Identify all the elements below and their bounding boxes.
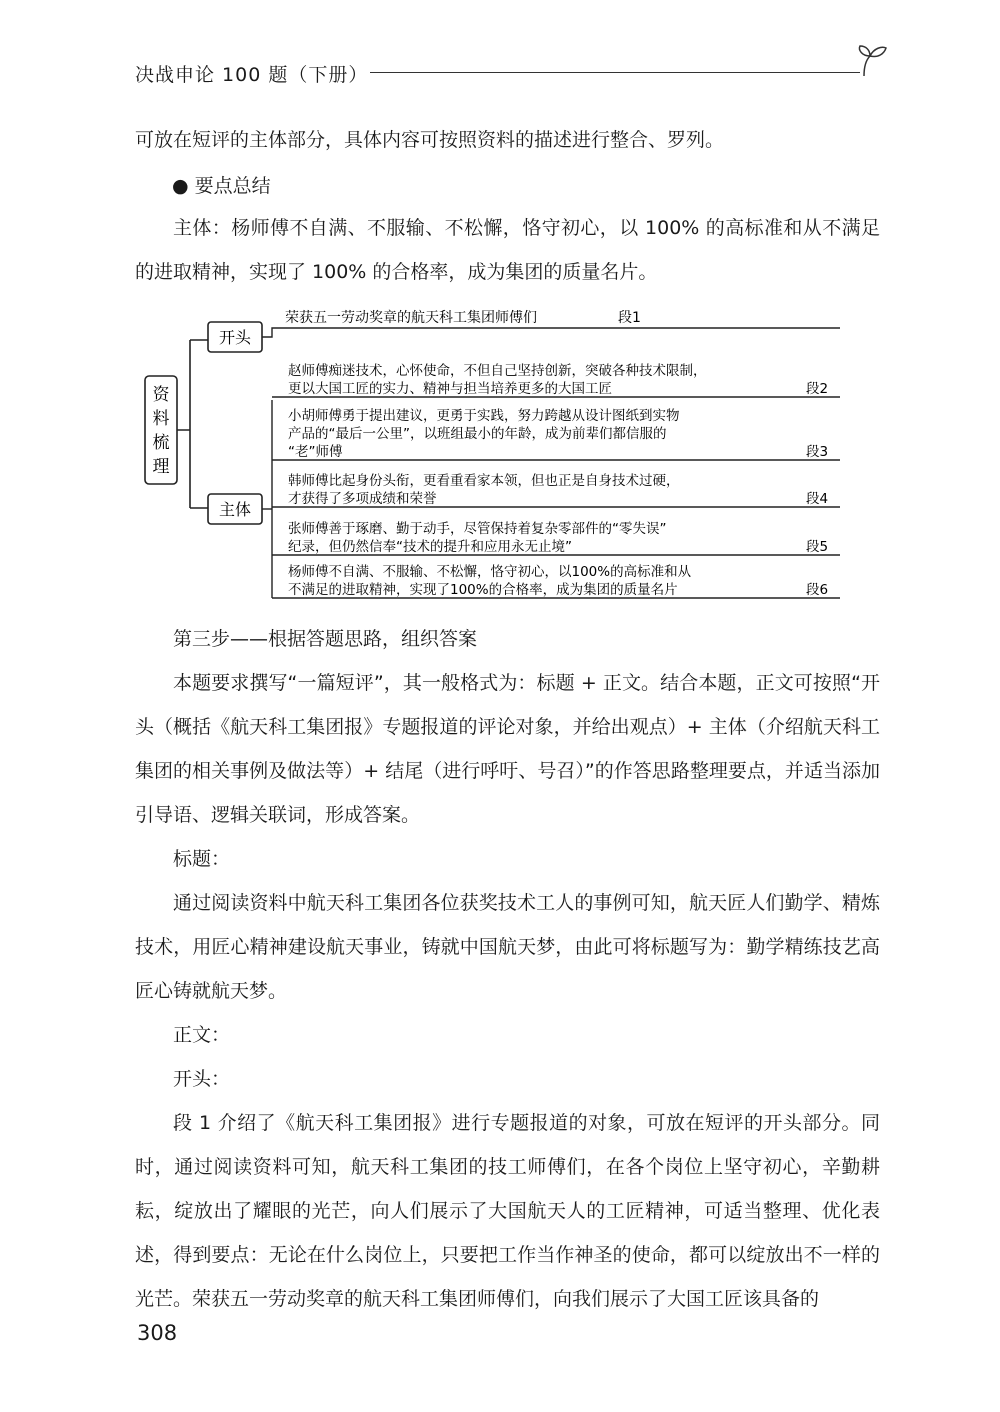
body-item-text: 张师傅善于琢磨、勤于动手，尽管保持着复杂零部件的“零失误”: [288, 521, 667, 537]
sprout-icon: [850, 42, 890, 78]
page-number: 308: [137, 1321, 178, 1345]
step3-paragraph: 本题要求撰写“一篇短评”，其一般格式为：标题 + 正文。结合本题，正文可按照“开头（概括《航天科工集团报》专题报道的评论对象，并给出观点）+ 主体（介绍航天科工集团的相关事例及做法等）+ 结尾（进行呼吁、号召）”的作答思路整理要点，并适当添加引导语、逻辑关联词，形成答案。: [135, 672, 880, 826]
body-item-text: 小胡师傅勇于提出建议，更勇于实践，努力跨越从设计图纸到实物: [288, 408, 680, 424]
summary-block: [135, 206, 880, 294]
body-item-text: 才获得了多项成绩和荣誉: [288, 491, 437, 507]
body-label: 主体: [218, 500, 252, 519]
body-item-text: 产品的“最后一公里”，以班组最小的年龄，成为前辈们都信服的: [288, 426, 667, 442]
opening-tag: 段1: [618, 310, 641, 326]
body-item-text: 赵师傅痴迷技术，心怀使命，不但自己坚持创新，突破各种技术限制，: [288, 363, 707, 379]
opening-label: 开头：: [173, 1068, 231, 1090]
body-item-tag: 段5: [806, 539, 829, 555]
book-title: 决战申论 100 题（下册）: [135, 64, 369, 86]
intro-block: [135, 118, 880, 162]
step3-title: 第三步——根据答题思路，组织答案: [173, 628, 478, 650]
opening-text: 荣获五一劳动奖章的航天科工集团师傅们: [285, 310, 537, 326]
body-item-tag: 段6: [806, 582, 829, 598]
root-char: 资: [152, 385, 170, 405]
intro-line: 可放在短评的主体部分，具体内容可按照资料的描述进行整合、罗列。: [135, 129, 725, 151]
body-label: 正文：: [173, 1024, 231, 1046]
body-item-tag: 段3: [806, 444, 829, 460]
body-item-tag: 段4: [806, 491, 829, 507]
material-mindmap: [140, 300, 860, 610]
root-char: 理: [152, 457, 170, 477]
answer-section: [135, 617, 900, 1321]
title-label: 标题：: [173, 848, 231, 870]
body-items: [272, 362, 840, 598]
body-item-tag: 段2: [806, 381, 829, 397]
summary-paragraph: 主体：杨师傅不自满、不服输、不松懈，恪守初心，以 100% 的高标准和从不满足的进取精神，实现了 100% 的合格率，成为集团的质量名片。: [135, 217, 880, 283]
root-char: 梳: [152, 433, 170, 453]
opening-paragraph: 段 1 介绍了《航天科工集团报》进行专题报道的对象，可放在短评的开头部分。同时，通过阅读资料可知，航天科工集团的技工师傅们，在各个岗位上坚守初心，辛勤耕耘，绽放出了耀眼的光芒，向人们展示了大国航天人的工匠精神，可适当整理、优化表述，得到要点：无论在什么岗位上，只要把工作当作神圣的使命，都可以绽放出不一样的光芒。荣获五一劳动奖章的航天科工集团师傅们，向我们展示了大国工匠该具备的: [135, 1112, 880, 1310]
body-item-text: 纪录，但仍然信奉“技术的提升和应用永无止境”: [288, 539, 572, 555]
title-paragraph: 通过阅读资料中航天科工集团各位获奖技术工人的事例可知，航天匠人们勤学、精炼技术，用匠心精神建设航天事业，铸就中国航天梦，由此可将标题写为：勤学精练技艺高 匠心铸就航天梦。: [135, 892, 900, 1002]
opening-underline: [262, 328, 840, 337]
body-item-text: 更以大国工匠的实力、精神与担当培养更多的大国工匠: [288, 381, 612, 397]
body-item-text: 韩师傅比起身份头衔，更看重看家本领，但也正是自身技术过硬，: [288, 473, 680, 489]
root-connector: [177, 340, 208, 508]
body-item-text: 不满足的进取精神，实现了100%的合格率，成为集团的质量名片: [288, 582, 678, 598]
opening-label: 开头: [218, 328, 252, 347]
summary-heading: ● 要点总结: [172, 175, 271, 197]
root-char: 料: [152, 409, 170, 429]
body-item-text: “老”师傅: [288, 444, 343, 460]
body-item-text: 杨师傅不自满、不服输、不松懈，恪守初心，以100%的高标准和从: [288, 564, 692, 580]
header-rule: [370, 72, 860, 73]
